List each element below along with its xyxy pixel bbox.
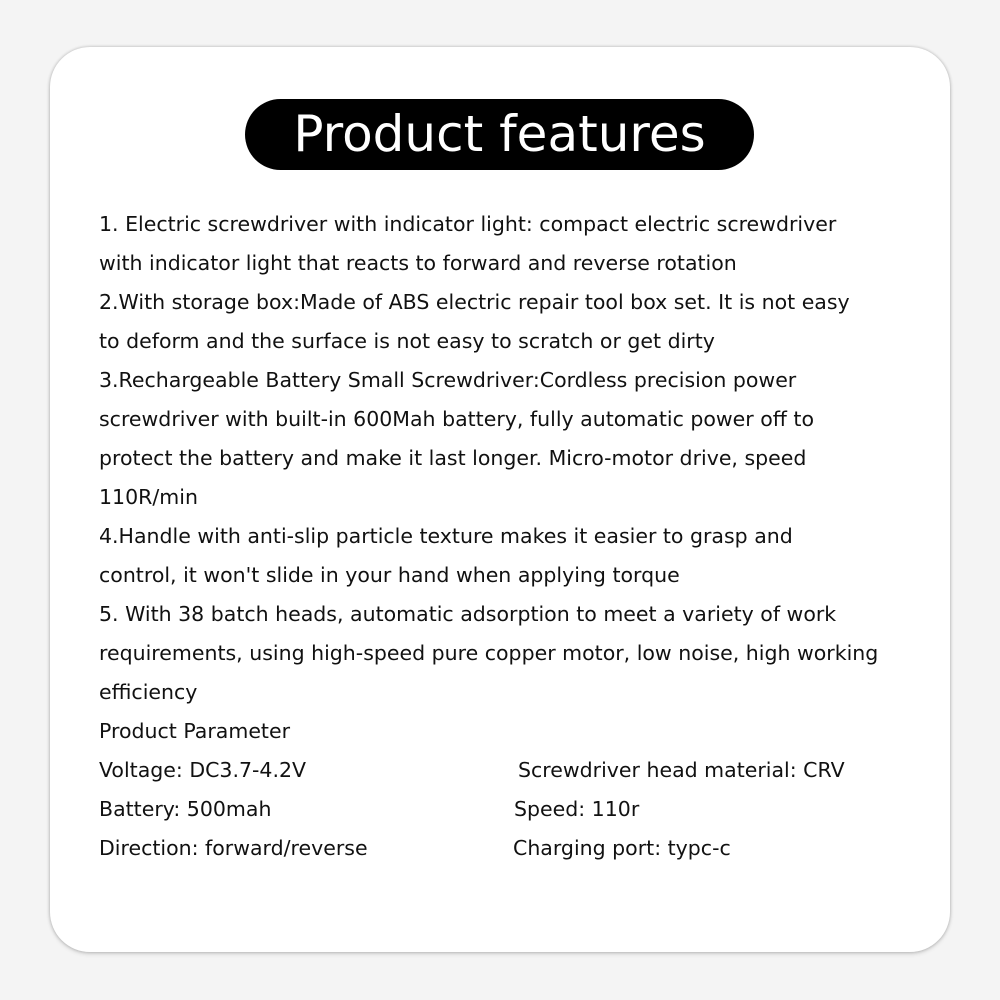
feature-1-line-2: with indicator light that reacts to forward and reverse rotation xyxy=(99,251,737,275)
param-battery: Battery: 500mah xyxy=(99,797,272,821)
feature-3 xyxy=(99,361,919,517)
feature-3-line-3: protect the battery and make it last longer. Micro-motor drive, speed xyxy=(99,446,807,470)
parameters-table xyxy=(99,751,919,868)
features-content xyxy=(99,205,919,868)
page-title: Product features xyxy=(245,99,754,170)
param-head-material: Screwdriver head material: CRV xyxy=(518,758,845,782)
feature-5-line-1: 5. With 38 batch heads, automatic adsorption to meet a variety of work xyxy=(99,602,837,626)
feature-3-line-1: 3.Rechargeable Battery Small Screwdriver:Cordless precision power xyxy=(99,368,797,392)
feature-4-line-1: 4.Handle with anti-slip particle texture makes it easier to grasp and xyxy=(99,524,793,548)
param-direction: Direction: forward/reverse xyxy=(99,836,368,860)
parameters-heading: Product Parameter xyxy=(99,719,291,743)
param-speed: Speed: 110r xyxy=(514,797,640,821)
feature-5-line-2: requirements, using high-speed pure copper motor, low noise, high working xyxy=(99,641,879,665)
feature-4-line-2: control, it won't slide in your hand when applying torque xyxy=(99,563,680,587)
feature-2-line-2: to deform and the surface is not easy to scratch or get dirty xyxy=(99,329,715,353)
feature-4 xyxy=(99,517,919,595)
feature-1-line-1: 1. Electric screwdriver with indicator light: compact electric screwdriver xyxy=(99,212,837,236)
param-voltage: Voltage: DC3.7-4.2V xyxy=(99,758,307,782)
feature-2 xyxy=(99,283,919,361)
feature-1 xyxy=(99,205,919,283)
feature-2-line-1: 2.With storage box:Made of ABS electric repair tool box set. It is not easy xyxy=(99,290,850,314)
feature-5 xyxy=(99,595,919,712)
param-charging-port: Charging port: typc-c xyxy=(513,836,731,860)
feature-3-line-4: 110R/min xyxy=(99,485,198,509)
feature-3-line-2: screwdriver with built-in 600Mah battery, fully automatic power off to xyxy=(99,407,814,431)
feature-5-line-3: efficiency xyxy=(99,680,198,704)
